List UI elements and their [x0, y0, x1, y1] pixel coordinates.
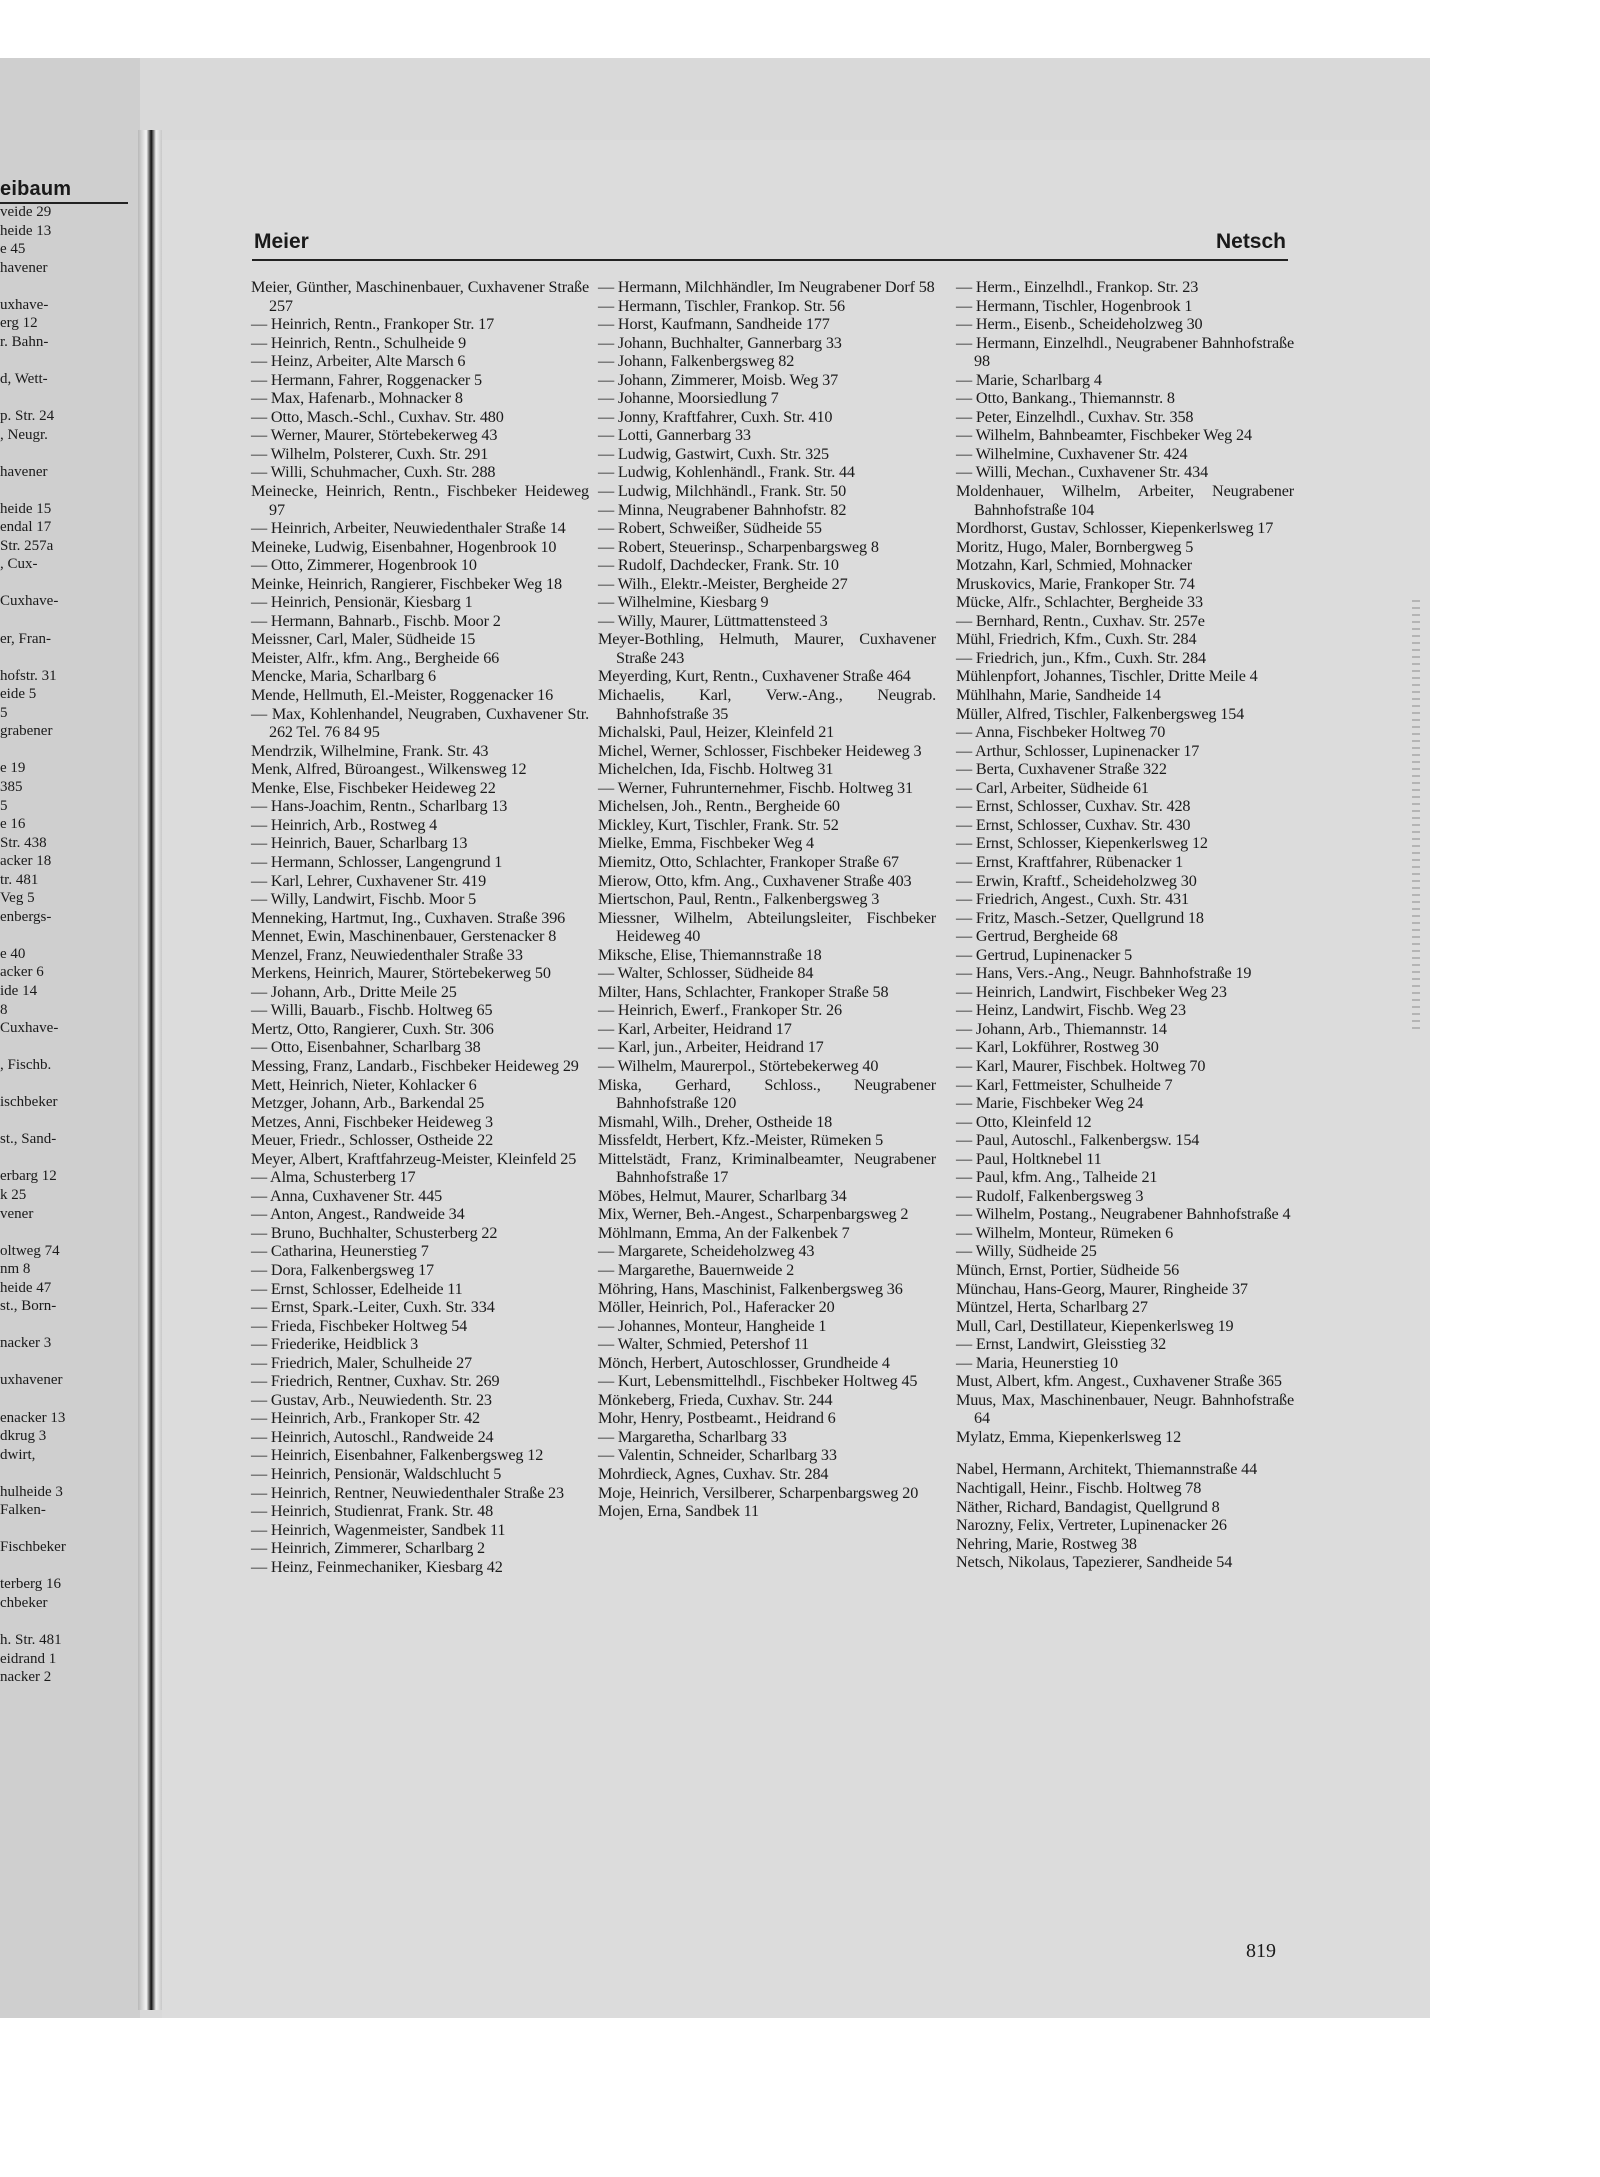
directory-entry: Moje, Heinrich, Versilberer, Scharpenbargsweg 20	[598, 1483, 919, 1502]
directory-entry: — Willy, Maurer, Lüttmattensteed 3	[598, 611, 828, 630]
directory-entry: — Hermann, Tischler, Hogenbrook 1	[956, 296, 1193, 315]
directory-entry: Meister, Alfr., kfm. Ang., Bergheide 66	[251, 648, 500, 667]
directory-entry: — Max, Hafenarb., Mohnacker 8	[251, 389, 463, 408]
directory-entry: — Karl, jun., Arbeiter, Heidrand 17	[598, 1038, 824, 1057]
directory-entry: Narozny, Felix, Vertreter, Lupinenacker 26	[956, 1516, 1227, 1535]
directory-entry: Näther, Richard, Bandagist, Quellgrund 8	[956, 1497, 1220, 1516]
directory-entry: Mohrdieck, Agnes, Cuxhav. Str. 284	[598, 1465, 829, 1483]
directory-entry: Messing, Franz, Landarb., Fischbeker Heideweg 29	[251, 1056, 579, 1075]
directory-entry: Muus, Max, Maschinenbauer, Neugr. Bahnhofstraße 64	[956, 1390, 1294, 1428]
left-page-line	[0, 574, 125, 593]
left-page-line: , Fischb.	[0, 1057, 52, 1074]
directory-entry: Menk, Alfred, Büroangest., Wilkensweg 12	[251, 760, 527, 779]
directory-entry: — Karl, Fettmeister, Schulheide 7	[956, 1075, 1173, 1094]
directory-entry: — Fritz, Masch.-Setzer, Quellgrund 18	[956, 908, 1204, 927]
directory-entry: Mönkeberg, Frieda, Cuxhav. Str. 244	[598, 1390, 833, 1409]
running-head-right: Netsch	[1215, 230, 1286, 253]
directory-entry: Nachtigall, Heinr., Fischb. Holtweg 78	[956, 1479, 1202, 1497]
left-page-line: heide 15	[0, 500, 52, 517]
directory-entry: — Friedrich, Angest., Cuxh. Str. 431	[956, 890, 1189, 909]
left-page-line: erbarg 12	[0, 1168, 57, 1185]
directory-entry: — Max, Kohlenhandel, Neugraben, Cuxhavener Str. 262 Tel. 76 84 95	[251, 704, 589, 742]
left-page-line: , Neugr.	[0, 426, 48, 443]
directory-entry: Meyer, Albert, Kraftfahrzeug-Meister, Kleinfeld 25	[251, 1149, 577, 1168]
directory-entry: Mendrzik, Wilhelmine, Frank. Str. 43	[251, 741, 489, 760]
directory-entry: — Paul, Autoschl., Falkenbergsw. 154	[956, 1131, 1200, 1150]
left-page-line: 385	[0, 778, 23, 795]
directory-entry: Michel, Werner, Schlosser, Fischbeker Heideweg 3	[598, 741, 922, 760]
directory-entry: — Rudolf, Dachdecker, Frank. Str. 10	[598, 556, 839, 575]
directory-entry: Netsch, Nikolaus, Tapezierer, Sandheide 54	[956, 1553, 1233, 1572]
directory-entry: — Hermann, Schlosser, Langengrund 1	[251, 852, 503, 871]
directory-entry: Mierow, Otto, kfm. Ang., Cuxhavener Straße 403	[598, 871, 912, 890]
directory-entry: — Wilhelmine, Kiesbarg 9	[598, 593, 769, 612]
directory-entry: — Friederike, Heidblick 3	[251, 1335, 419, 1354]
directory-entry: — Willy, Südheide 25	[956, 1242, 1097, 1261]
directory-entry: — Herm., Einzelhdl., Frankop. Str. 23	[956, 278, 1199, 296]
directory-entry: — Robert, Schweißer, Südheide 55	[598, 519, 822, 538]
left-page-line: h. Str. 481	[0, 1632, 62, 1649]
directory-entry: — Wilhelmine, Cuxhavener Str. 424	[956, 444, 1188, 463]
directory-entry: — Karl, Arbeiter, Heidrand 17	[598, 1019, 792, 1038]
directory-entry: — Marie, Scharlbarg 4	[956, 370, 1102, 389]
left-page-line: e 16	[0, 816, 26, 833]
directory-entry: — Otto, Masch.-Schl., Cuxhav. Str. 480	[251, 407, 504, 426]
directory-entry: — Karl, Lokführer, Rostweg 30	[956, 1038, 1159, 1057]
directory-entry: — Otto, Eisenbahner, Scharlbarg 38	[251, 1038, 481, 1057]
directory-entry: — Friedrich, Rentner, Cuxhav. Str. 269	[251, 1372, 500, 1391]
left-page-line: e 45	[0, 241, 26, 258]
left-page-line: terberg 16	[0, 1576, 61, 1593]
directory-entry: — Wilhelm, Bahnbeamter, Fischbeker Weg 24	[956, 426, 1252, 445]
left-page-line: 8	[0, 1001, 8, 1018]
directory-entry: Meier, Günther, Maschinenbauer, Cuxhavener Straße 257	[251, 278, 589, 315]
left-page-line: k 25	[0, 1186, 27, 1203]
directory-entry: Moldenhauer, Wilhelm, Arbeiter, Neugrabener Bahnhofstraße 104	[956, 482, 1294, 519]
left-page-line: , Cux-	[0, 556, 38, 573]
directory-entry: — Catharina, Heunerstieg 7	[251, 1242, 429, 1261]
left-page-line	[0, 1149, 125, 1168]
left-page-line: Cuxhave-	[0, 1020, 59, 1037]
left-page-line	[0, 1075, 125, 1094]
directory-entry: — Ernst, Schlosser, Cuxhav. Str. 430	[956, 815, 1191, 834]
directory-entry: — Margarete, Scheideholzweg 43	[598, 1242, 815, 1261]
directory-entry: Must, Albert, kfm. Angest., Cuxhavener Straße 365	[956, 1372, 1282, 1391]
left-page-line: 5	[0, 797, 8, 814]
directory-entry: — Friedrich, jun., Kfm., Cuxh. Str. 284	[956, 648, 1206, 667]
left-page-header: eibaum	[0, 178, 72, 200]
directory-entry: — Heinrich, Wagenmeister, Sandbek 11	[251, 1520, 506, 1539]
directory-entry: — Werner, Maurer, Störtebekerweg 43	[251, 426, 498, 445]
directory-entry: — Heinz, Arbeiter, Alte Marsch 6	[251, 352, 466, 371]
directory-entry: — Arthur, Schlosser, Lupinenacker 17	[956, 741, 1200, 760]
directory-entry: Mittelstädt, Franz, Kriminalbeamter, Neugrabener Bahnhofstraße 17	[598, 1149, 936, 1187]
left-page-line: 5	[0, 704, 8, 721]
left-page-line	[0, 1557, 125, 1576]
left-page-line: p. Str. 24	[0, 408, 55, 425]
directory-entry: Möller, Heinrich, Pol., Haferacker 20	[598, 1298, 835, 1317]
left-page-text	[0, 203, 125, 1687]
directory-entry: Nehring, Marie, Rostweg 38	[956, 1534, 1137, 1553]
left-page-line: heide 47	[0, 1279, 52, 1296]
directory-entry: Meissner, Carl, Maler, Südheide 15	[251, 630, 476, 649]
directory-entry: — Otto, Zimmerer, Hogenbrook 10	[251, 556, 477, 575]
left-page-line: Fischbeker	[0, 1539, 66, 1556]
directory-column-3	[956, 278, 1294, 1572]
directory-entry: — Marie, Fischbeker Weg 24	[956, 1094, 1144, 1113]
directory-entry: — Heinrich, Studienrat, Frank. Str. 48	[251, 1502, 494, 1521]
left-page-line: ide 14	[0, 982, 38, 999]
directory-entry: — Johann, Arb., Thiemannstr. 14	[956, 1019, 1167, 1038]
directory-entry: Miessner, Wilhelm, Abteilungsleiter, Fischbeker Heideweg 40	[598, 908, 936, 946]
directory-entry: — Willi, Bauarb., Fischb. Holtweg 65	[251, 1001, 493, 1020]
directory-entry: — Karl, Lehrer, Cuxhavener Str. 419	[251, 871, 487, 890]
directory-entry: — Ernst, Schlosser, Cuxhav. Str. 428	[956, 797, 1191, 816]
left-page-line	[0, 611, 125, 630]
directory-entry: Möbes, Helmut, Maurer, Scharlbarg 34	[598, 1186, 847, 1205]
directory-entry: — Valentin, Schneider, Scharlbarg 33	[598, 1446, 837, 1465]
left-page-line: enacker 13	[0, 1409, 66, 1426]
directory-entry: — Heinrich, Autoschl., Randweide 24	[251, 1427, 494, 1446]
directory-entry: — Paul, kfm. Ang., Talheide 21	[956, 1168, 1158, 1187]
directory-entry: — Johanne, Moorsiedlung 7	[598, 389, 779, 408]
directory-entry: Meyerding, Kurt, Rentn., Cuxhavener Straße 464	[598, 667, 911, 686]
left-page-line: st., Sand-	[0, 1131, 57, 1148]
directory-entry: — Heinrich, Arb., Frankoper Str. 42	[251, 1409, 480, 1428]
directory-entry: — Gustav, Arb., Neuwiedenth. Str. 23	[251, 1390, 492, 1409]
directory-entry: — Frieda, Fischbeker Holtweg 54	[251, 1316, 468, 1335]
directory-entry: — Otto, Kleinfeld 12	[956, 1112, 1092, 1131]
book-gutter	[138, 130, 162, 2010]
directory-entry: — Kurt, Lebensmittelhdl., Fischbeker Holtweg 45	[598, 1372, 918, 1391]
left-page-line: heide 13	[0, 222, 52, 239]
left-page-line: er, Fran-	[0, 630, 52, 647]
directory-entry: — Ernst, Landwirt, Gleisstieg 32	[956, 1335, 1167, 1354]
directory-entry: Michelsen, Joh., Rentn., Bergheide 60	[598, 797, 840, 816]
directory-entry: — Heinrich, Arb., Rostweg 4	[251, 815, 438, 834]
left-page-line: tr. 481	[0, 871, 39, 888]
left-page-line: r. Bahn-	[0, 333, 49, 350]
directory-entry: — Ludwig, Kohlenhändl., Frank. Str. 44	[598, 463, 855, 482]
directory-entry: — Heinrich, Bauer, Scharlbarg 13	[251, 834, 468, 853]
directory-entry: — Gertrud, Bergheide 68	[956, 927, 1118, 946]
left-page-line: oltweg 74	[0, 1242, 60, 1259]
directory-entry: Mix, Werner, Beh.-Angest., Scharpenbargsweg 2	[598, 1205, 909, 1224]
directory-entry: — Ernst, Kraftfahrer, Rübenacker 1	[956, 852, 1184, 871]
directory-entry: — Heinz, Landwirt, Fischb. Weg 23	[956, 1001, 1186, 1020]
left-page-line: eide 5	[0, 686, 37, 703]
left-page-line	[0, 1112, 125, 1131]
directory-entry: — Berta, Cuxhavener Straße 322	[956, 760, 1167, 779]
page-edge-marks	[1412, 600, 1420, 1030]
directory-entry: — Robert, Steuerinsp., Scharpenbargsweg 8	[598, 537, 879, 556]
directory-entry: Menzel, Franz, Neuwiedenthaler Straße 33	[251, 945, 523, 964]
left-page-line: nacker 2	[0, 1669, 52, 1686]
directory-entry: — Johannes, Monteur, Hangheide 1	[598, 1316, 827, 1335]
directory-entry: Mordhorst, Gustav, Schlosser, Kiepenkerlsweg 17	[956, 519, 1274, 538]
directory-entry: — Gertrud, Lupinenacker 5	[956, 945, 1133, 964]
directory-entry: Mönch, Herbert, Autoschlosser, Grundheide 4	[598, 1353, 890, 1372]
directory-entry: — Lotti, Gannerbarg 33	[598, 426, 751, 445]
directory-entry: Mertz, Otto, Rangierer, Cuxh. Str. 306	[251, 1019, 494, 1038]
directory-entry: — Friedrich, Maler, Schulheide 27	[251, 1353, 472, 1372]
directory-entry: Mruskovics, Marie, Frankoper Str. 74	[956, 574, 1195, 593]
directory-entry: Miska, Gerhard, Schloss., Neugrabener Bahnhofstraße 120	[598, 1075, 936, 1113]
directory-entry: — Heinrich, Eisenbahner, Falkenbergsweg 12	[251, 1446, 544, 1465]
directory-entry: — Heinrich, Zimmerer, Scharlbarg 2	[251, 1539, 485, 1558]
left-page-line: e 19	[0, 760, 26, 777]
left-page-line: enbergs-	[0, 908, 52, 925]
directory-column-2	[598, 278, 936, 1521]
directory-entry: — Willi, Mechan., Cuxhavener Str. 434	[956, 463, 1209, 482]
left-page-line	[0, 1353, 125, 1372]
left-page-line: e 40	[0, 945, 26, 962]
left-page-line	[0, 1223, 125, 1242]
directory-entry: Nabel, Hermann, Architekt, Thiemannstraße 44	[956, 1460, 1258, 1479]
directory-entry: — Minna, Neugrabener Bahnhofstr. 82	[598, 500, 847, 519]
left-page-line	[0, 1390, 125, 1409]
directory-entry: Mühlhahn, Marie, Sandheide 14	[956, 686, 1161, 705]
directory-entry: — Heinrich, Landwirt, Fischbeker Weg 23	[956, 982, 1227, 1001]
directory-entry: — Hermann, Fahrer, Roggenacker 5	[251, 370, 482, 389]
directory-entry: — Willi, Schuhmacher, Cuxh. Str. 288	[251, 463, 496, 482]
left-page-line	[0, 1464, 125, 1483]
directory-entry: Milter, Hans, Schlachter, Frankoper Straße 58	[598, 982, 889, 1001]
left-page-line	[0, 388, 125, 407]
directory-entry: — Johann, Falkenbergsweg 82	[598, 352, 795, 371]
running-head-left: Meier	[254, 230, 309, 253]
directory-entry: Mylatz, Emma, Kiepenkerlsweg 12	[956, 1427, 1182, 1446]
directory-entry: — Johann, Zimmerer, Moisb. Weg 37	[598, 370, 839, 389]
directory-entry: Menke, Else, Fischbeker Heideweg 22	[251, 778, 496, 797]
left-page-line: eidrand 1	[0, 1650, 57, 1667]
directory-entry: — Carl, Arbeiter, Südheide 61	[956, 778, 1149, 797]
directory-entry: — Wilhelm, Polsterer, Cuxh. Str. 291	[251, 444, 489, 463]
left-page-line	[0, 351, 125, 370]
left-page-line: nm 8	[0, 1261, 31, 1278]
directory-entry: Mull, Carl, Destillateur, Kiepenkerlsweg 19	[956, 1316, 1234, 1335]
directory-entry: — Karl, Maurer, Fischbek. Holtweg 70	[956, 1056, 1206, 1075]
directory-entry: Mickley, Kurt, Tischler, Frank. Str. 52	[598, 815, 839, 834]
directory-entry: — Willy, Landwirt, Fischb. Moor 5	[251, 890, 477, 909]
directory-entry: Miemitz, Otto, Schlachter, Frankoper Straße 67	[598, 852, 899, 871]
left-page-line	[0, 741, 125, 760]
directory-entry: — Wilhelm, Postang., Neugrabener Bahnhofstraße 4	[956, 1205, 1291, 1224]
left-page-line	[0, 926, 125, 945]
left-page-line: erg 12	[0, 315, 38, 332]
left-page-line: havener	[0, 463, 48, 480]
left-page-line: uxhavener	[0, 1372, 63, 1389]
left-page-line: endal 17	[0, 519, 52, 536]
directory-column-1	[251, 278, 589, 1576]
directory-entry: — Wilh., Elektr.-Meister, Bergheide 27	[598, 574, 848, 593]
directory-entry: — Johann, Arb., Dritte Meile 25	[251, 982, 457, 1001]
directory-entry: — Dora, Falkenbergsweg 17	[251, 1260, 434, 1279]
directory-entry: Mismahl, Wilh., Dreher, Ostheide 18	[598, 1112, 833, 1131]
directory-entry: — Margarethe, Bauernweide 2	[598, 1260, 795, 1279]
directory-entry: — Ernst, Spark.-Leiter, Cuxh. Str. 334	[251, 1298, 495, 1317]
directory-entry: — Ludwig, Milchhändl., Frank. Str. 50	[598, 482, 847, 501]
directory-entry: Meinke, Heinrich, Rangierer, Fischbeker Weg 18	[251, 574, 562, 593]
directory-entry: Mielke, Emma, Fischbeker Weg 4	[598, 834, 814, 853]
directory-entry: Meyer-Bothling, Helmuth, Maurer, Cuxhavener Straße 243	[598, 630, 936, 667]
directory-entry: — Ludwig, Gastwirt, Cuxh. Str. 325	[598, 444, 829, 463]
directory-entry: — Heinrich, Arbeiter, Neuwiedenthaler Straße 14	[251, 519, 566, 538]
page-number: 819	[1246, 1940, 1276, 1962]
directory-entry: — Jonny, Kraftfahrer, Cuxh. Str. 410	[598, 407, 833, 426]
directory-entry: — Maria, Heunerstieg 10	[956, 1353, 1118, 1372]
left-page-line	[0, 1038, 125, 1057]
directory-entry: Mohr, Henry, Postbeamt., Heidrand 6	[598, 1409, 836, 1428]
directory-entry: — Heinrich, Pensionär, Kiesbarg 1	[251, 593, 473, 612]
left-page-line: hulheide 3	[0, 1483, 63, 1500]
directory-entry: Mencke, Maria, Scharlbarg 6	[251, 667, 436, 686]
left-page-line: acker 18	[0, 853, 52, 870]
directory-entry: — Erwin, Kraftf., Scheideholzweg 30	[956, 871, 1197, 890]
directory-entry: — Bruno, Buchhalter, Schusterberg 22	[251, 1223, 498, 1242]
left-page-line: havener	[0, 259, 48, 276]
directory-entry: Mennet, Ewin, Maschinenbauer, Gerstenacker 8	[251, 927, 557, 946]
directory-entry: — Hermann, Bahnarb., Fischb. Moor 2	[251, 611, 501, 630]
left-page-line	[0, 444, 125, 463]
directory-entry: Moritz, Hugo, Maler, Bornbergweg 5	[956, 537, 1194, 556]
directory-entry: Meineke, Ludwig, Eisenbahner, Hogenbrook 10	[251, 537, 557, 556]
directory-entry: Michalski, Paul, Heizer, Kleinfeld 21	[598, 723, 835, 742]
directory-entry: — Hermann, Milchhändler, Im Neugrabener Dorf 58	[598, 278, 935, 296]
directory-entry: Menneking, Hartmut, Ing., Cuxhaven. Straße 396	[251, 908, 566, 927]
directory-entry: — Walter, Schlosser, Südheide 84	[598, 964, 814, 983]
directory-entry: — Heinrich, Rentn., Schulheide 9	[251, 333, 467, 352]
directory-entry: Missfeldt, Herbert, Kfz.-Meister, Rümeken 5	[598, 1131, 884, 1150]
left-page-line	[0, 1520, 125, 1539]
directory-entry: Merkens, Heinrich, Maurer, Störtebekerweg 50	[251, 964, 551, 983]
directory-entry: Mücke, Alfr., Schlachter, Bergheide 33	[956, 593, 1203, 612]
directory-entry: Möhlmann, Emma, An der Falkenbek 7	[598, 1223, 850, 1242]
directory-entry: Meuer, Friedr., Schlosser, Ostheide 22	[251, 1131, 494, 1150]
directory-entry: Motzahn, Karl, Schmied, Mohnacker	[956, 556, 1192, 575]
directory-entry: Müntzel, Herta, Scharlbarg 27	[956, 1298, 1148, 1317]
left-page-line	[0, 1613, 125, 1632]
left-page-line: dwirt,	[0, 1446, 36, 1463]
directory-entry: — Paul, Holtknebel 11	[956, 1149, 1102, 1168]
directory-entry: — Hans-Joachim, Rentn., Scharlbarg 13	[251, 797, 508, 816]
directory-entry: Mett, Heinrich, Nieter, Kohlacker 6	[251, 1075, 477, 1094]
left-page-line	[0, 648, 125, 667]
directory-entry: Möhring, Hans, Maschinist, Falkenbergsweg 36	[598, 1279, 903, 1298]
left-page-line: vener	[0, 1205, 34, 1222]
directory-entry: — Heinrich, Pensionär, Waldschlucht 5	[251, 1465, 502, 1483]
directory-entry: Metzger, Johann, Arb., Barkendal 25	[251, 1094, 485, 1113]
directory-entry: — Johann, Buchhalter, Gannerbarg 33	[598, 333, 842, 352]
directory-entry: — Anton, Angest., Randweide 34	[251, 1205, 465, 1224]
directory-entry: Münch, Ernst, Portier, Südheide 56	[956, 1260, 1180, 1279]
directory-entry: — Peter, Einzelhdl., Cuxhav. Str. 358	[956, 407, 1194, 426]
directory-entry: — Anna, Fischbeker Holtweg 70	[956, 723, 1166, 742]
directory-entry: — Hans, Vers.-Ang., Neugr. Bahnhofstraße 19	[956, 964, 1252, 983]
directory-entry: Michaelis, Karl, Verw.-Ang., Neugrab. Bahnhofstraße 35	[598, 686, 936, 723]
directory-entry: — Ernst, Schlosser, Edelheide 11	[251, 1279, 463, 1298]
left-page-line: acker 6	[0, 964, 44, 981]
left-page-line: dkrug 3	[0, 1428, 47, 1445]
directory-entry: Mühl, Friedrich, Kfm., Cuxh. Str. 284	[956, 630, 1197, 649]
directory-entry: — Heinz, Feinmechaniker, Kiesbarg 42	[251, 1557, 503, 1576]
directory-entry: — Wilhelm, Monteur, Rümeken 6	[956, 1223, 1174, 1242]
left-page-line: hofstr. 31	[0, 667, 57, 684]
left-page-line: nacker 3	[0, 1335, 52, 1352]
left-page-line: veide 29	[0, 204, 52, 220]
directory-entry: Metzes, Anni, Fischbeker Heideweg 3	[251, 1112, 493, 1131]
left-page-line: chbeker	[0, 1595, 48, 1612]
left-page-line: st., Born-	[0, 1298, 57, 1315]
directory-entry: — Rudolf, Falkenbergsweg 3	[956, 1186, 1144, 1205]
directory-entry: — Herm., Eisenb., Scheideholzweg 30	[956, 315, 1203, 334]
left-page-line	[0, 481, 125, 500]
directory-entry: Müller, Alfred, Tischler, Falkenbergsweg 154	[956, 704, 1245, 723]
directory-entry: — Werner, Fuhrunternehmer, Fischb. Holtweg 31	[598, 778, 913, 797]
directory-entry: — Horst, Kaufmann, Sandheide 177	[598, 315, 830, 334]
directory-entry: — Heinrich, Ewerf., Frankoper Str. 26	[598, 1001, 842, 1020]
directory-entry: — Hermann, Tischler, Frankop. Str. 56	[598, 296, 845, 315]
directory-entry: — Ernst, Schlosser, Kiepenkerlsweg 12	[956, 834, 1208, 853]
left-page-line: grabener	[0, 723, 53, 740]
left-page-line	[0, 277, 125, 296]
directory-entry: — Alma, Schusterberg 17	[251, 1168, 416, 1187]
directory-entry: Mühlenpfort, Johannes, Tischler, Dritte Meile 4	[956, 667, 1258, 686]
directory-entry: — Wilhelm, Maurerpol., Störtebekerweg 40	[598, 1056, 879, 1075]
left-page-line: uxhave-	[0, 296, 49, 313]
directory-entry: Miertschon, Paul, Rentn., Falkenbergsweg 3	[598, 890, 880, 909]
left-page-line: Cuxhave-	[0, 593, 59, 610]
directory-entry: — Walter, Schmied, Petershof 11	[598, 1335, 809, 1354]
directory-entry: — Otto, Bankang., Thiemannstr. 8	[956, 389, 1175, 408]
left-page-line: Str. 438	[0, 834, 47, 851]
directory-entry: — Heinrich, Rentn., Frankoper Str. 17	[251, 315, 495, 334]
header-rule	[252, 259, 1288, 261]
directory-entry: Meinecke, Heinrich, Rentn., Fischbeker Heideweg 97	[251, 482, 589, 519]
left-page-line: Str. 257a	[0, 537, 54, 554]
left-page-line	[0, 1316, 125, 1335]
directory-entry: Mikschе, Elise, Thiemannstraße 18	[598, 945, 822, 964]
directory-entry: Mende, Hellmuth, El.-Meister, Roggenacker 16	[251, 686, 554, 705]
left-page-line: Veg 5	[0, 890, 35, 907]
directory-entry: — Hermann, Einzelhdl., Neugrabener Bahnhofstraße 98	[956, 333, 1294, 371]
left-page-line: ischbeker	[0, 1094, 58, 1111]
left-page-line: Falken-	[0, 1502, 46, 1519]
directory-entry: Michelchen, Ida, Fischb. Holtweg 31	[598, 760, 834, 779]
directory-entry: — Bernhard, Rentn., Cuxhav. Str. 257e	[956, 611, 1205, 630]
directory-entry: — Heinrich, Rentner, Neuwiedenthaler Straße 23	[251, 1483, 564, 1502]
directory-entry: Mojen, Erna, Sandbek 11	[598, 1502, 759, 1521]
directory-entry: — Margaretha, Scharlbarg 33	[598, 1427, 787, 1446]
directory-entry: — Anna, Cuxhavener Str. 445	[251, 1186, 443, 1205]
directory-entry: Münchau, Hans-Georg, Maurer, Ringheide 37	[956, 1279, 1248, 1298]
left-page-line: d, Wett-	[0, 370, 48, 387]
